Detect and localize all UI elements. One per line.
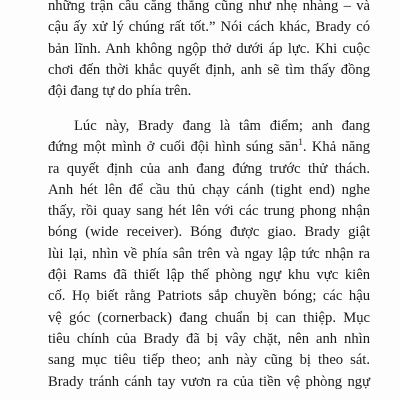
paragraph-line: chơi đến thời khắc quyết định, anh sẽ tìm thấy đồng	[48, 61, 370, 78]
paragraph-line: cố. Họ biết rằng Patriots sắp chuyền bóng; các hậu	[48, 288, 370, 305]
paragraph-line: đội Rams đã thiết lập thế phòng ngự khu vực kiên	[48, 267, 370, 284]
paragraph-line: bản lĩnh. Anh không ngộp thở dưới áp lực. Khi cuộc	[48, 40, 370, 57]
paragraph-line-with-footnote	[48, 137, 370, 158]
paragraph-2	[48, 116, 370, 393]
footnote-marker[interactable]: 1	[298, 137, 303, 148]
paragraph-line: thấy, rồi quay sang hét lên với các trung phong nhận	[48, 203, 370, 220]
paragraph-line: Lúc này, Brady đang là tâm điểm; anh đang	[74, 118, 370, 134]
line-text: đứng một mình ở cuối đội hình súng săn	[48, 139, 299, 156]
paragraph-line: Brady tránh cánh tay vươn ra của tiền vệ phòng ngự	[48, 373, 370, 390]
paragraph-line: ra quyết định của anh đang đứng trước thử thách.	[48, 160, 370, 177]
line-text-tail: . Khả năng	[302, 139, 370, 156]
paragraph-1	[48, 0, 370, 102]
paragraph-line: vệ góc (cornerback) đang chuẩn bị can thiệp. Mục	[48, 309, 370, 326]
paragraph-line: cậu ấy xử lý chúng rất tốt.” Nói cách khác, Brady có	[48, 19, 370, 36]
paragraph-line: tiêu chính của Brady đã bị vây chặt, nên anh nhìn	[48, 330, 370, 347]
paragraph-line: những trận cầu căng thẳng cũng như nhẹ nhàng – và	[48, 0, 370, 14]
paragraph-line: Anh hét lên để cầu thủ chạy cánh (tight end) nghe	[48, 181, 370, 198]
paragraph-line: đội đang tự do phía trên.	[48, 83, 192, 100]
paragraph-line: sang mục tiêu tiếp theo; anh này cũng bị theo sát.	[48, 352, 370, 369]
paragraph-line: lùi lại, nhìn về phía sân trên và ngay lập tức nhận ra	[48, 245, 370, 262]
paragraph-line: bóng (wide receiver). Bóng được giao. Brady giật	[48, 224, 370, 241]
